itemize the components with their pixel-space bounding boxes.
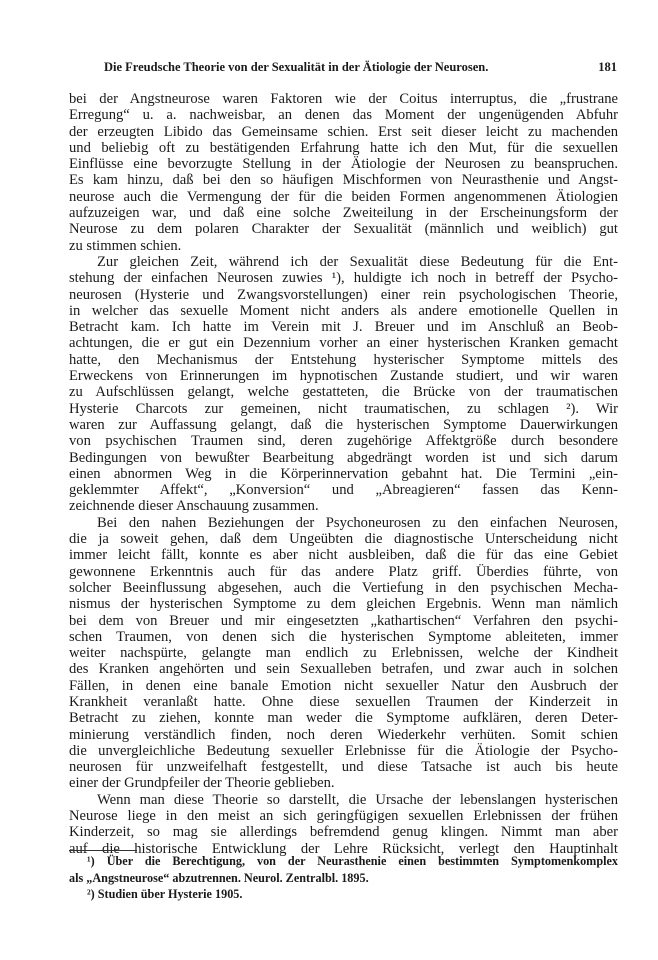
text-line: des Kranken angehörten und sein Sexualleben betrafen, und zwar auch in solchen [69, 661, 618, 678]
page-number: 181 [598, 60, 617, 74]
text-line: Fällen, in denen eine banale Emotion nicht sexueller Natur den Ausbruch der [69, 677, 618, 694]
text-line: Krankheit veranlaßt hatte. Ohne diese sexuellen Traumen der Kinderzeit in [69, 693, 618, 710]
text-line: Neurose zu dem polaren Charakter der Sexualität (männlich und weiblich) gut [69, 221, 618, 238]
text-line: bei dem von Breuer und mir eingesetzten „kathartischen“ Verfahren den psychi- [69, 612, 618, 629]
text-line: von psychischen Traumen sind, deren zugehörige Affektgröße durch besondere [69, 433, 618, 450]
text-line: immer leicht fällt, konnte es aber nicht ausbleiben, daß die für das eine Gebiet [69, 547, 618, 564]
text-line: solcher Beeinflussung abgesehen, auch die Vertiefung in den psychischen Mecha- [69, 579, 618, 596]
footnote-1-line-2: als „Angstneurose“ abzutrennen. Neurol. Zentralbl. 1895. [69, 870, 369, 885]
text-line: einer der Grundpfeiler der Theorie geblieben. [69, 775, 335, 792]
text-line: einen abnormen Weg in die Körperinnervation gebahnt hat. Die Termini „ein- [69, 465, 618, 482]
text-line: Erregung“ u. a. nachweisbar, an denen das Moment der ungenügenden Abfuhr [69, 107, 618, 124]
text-line: weiter nachspürte, gelangte man endlich zu Erlebnissen, welche der Kindheit [69, 645, 618, 662]
footnotes [69, 853, 618, 903]
text-line: Erweckens von Erinnerungen im hypnotischen Zustande studiert, und wir waren [69, 368, 618, 385]
text-line: zu stimmen schien. [69, 237, 182, 254]
text-line: aufzuzeigen war, und daß eine solche Zweiteilung in der Erscheinungsform der [69, 205, 618, 222]
body-text [69, 91, 618, 857]
text-line: der erzeugten Libido das Gemeinsame schien. Erst seit dieser leicht zu machenden [69, 123, 618, 140]
footnote-divider [69, 850, 137, 851]
text-line: Bedingungen von bewußter Bearbeitung abgedrängt worden ist und sich darum [69, 449, 618, 466]
text-line: in welcher das sexuelle Moment nicht anders als andere emotionelle Quellen in [69, 302, 618, 319]
text-line: neurose auch die Vermengung der für die beiden Formen angenommenen Ätiologien [69, 188, 618, 205]
text-line: minierung verständlich finden, noch deren Wiederkehr verhüten. Somit schien [69, 726, 618, 743]
text-line: die unvergleichliche Bedeutung sexueller Erlebnisse für die Ätiologie der Psycho- [69, 742, 618, 759]
text-line: Zur gleichen Zeit, während ich der Sexualität diese Bedeutung für die Ent- [97, 253, 618, 270]
footnote-1-line-1: ¹) Über die Berechtigung, von der Neurasthenie einen bestimmten Symptomenkomplex [87, 854, 618, 868]
paragraph [69, 254, 618, 515]
text-line: Betracht zu ziehen, konnte man weder die Symptome aufklären, deren Deter- [69, 710, 618, 727]
text-line: hatte, den Mechanismus der Entstehung hysterischer Symptome mittels des [69, 351, 618, 368]
text-line: Wenn man diese Theorie so darstellt, die Ursache der lebenslangen hysterischen [97, 791, 618, 808]
text-line: Kinderzeit, so mag sie allerdings befremdend genug klingen. Nimmt man aber [69, 824, 618, 841]
text-line: zeichnende dieser Anschauung zusammen. [69, 498, 319, 515]
text-line: Hysterie Charcots zur gemeinen, nicht traumatischen, zu schlagen ²). Wir [69, 400, 618, 417]
text-line: Bei den nahen Beziehungen der Psychoneurosen zu den einfachen Neurosen, [97, 514, 618, 531]
running-title: Die Freudsche Theorie von der Sexualität in der Ätiologie der Neurosen. [104, 60, 489, 74]
text-line: geklemmter Affekt“, „Konversion“ und „Abreagieren“ fassen das Kenn- [69, 482, 618, 499]
footnote-2: ²) Studien über Hysterie 1905. [87, 887, 243, 901]
text-line: achtungen, die er gut ein Dezennium vorher an einer hysterischen Kranken gemacht [69, 335, 618, 352]
text-line: waren zur Auffassung gelangt, daß die hysterischen Symptome Dauerwirkungen [69, 416, 618, 433]
text-line: Betracht kam. Ich hatte im Verein mit J. Breuer und im Anschluß an Beob- [69, 319, 618, 336]
text-line: neurosen (Hysterie und Zwangsvorstellungen) einer rein psychologischen Theorie, [69, 286, 618, 303]
text-line: stehung der einfachen Neurosen zuwies ¹), huldigte ich noch in betreff der Psycho- [69, 270, 618, 287]
text-line: nismus der hysterischen Symptome zu dem gleichen Ergebnis. Wenn man nämlich [69, 596, 618, 613]
paragraph [69, 792, 618, 857]
paragraph [69, 91, 618, 254]
text-line: Neurose liege in den meist an sich geringfügigen sexuellen Erlebnissen der frühen [69, 808, 618, 825]
text-line: die ja soweit gehen, daß dem Ungeübten die diagnostische Unterscheidung nicht [69, 531, 618, 548]
text-line: schen Traumen, von denen sich die hysterischen Symptome ableiteten, immer [69, 628, 618, 645]
text-line: neurosen für unzweifelhaft festgestellt, und diese Tatsache ist auch bis heute [69, 759, 618, 776]
running-header [104, 60, 617, 75]
text-line: auf die historische Entwicklung der Lehre Rücksicht, verlegt den Hauptinhalt [69, 840, 618, 857]
text-line: Es kam hinzu, daß bei den so häufigen Mischformen von Neurasthenie und Angst- [69, 172, 618, 189]
text-line: Einflüsse eine bevorzugte Stellung in der Ätiologie der Neurosen zu beanspruchen. [69, 156, 618, 173]
text-line: gewonnene Erkenntnis auch für das andere Platz griff. Überdies führte, von [69, 563, 618, 580]
text-line: bei der Angstneurose waren Faktoren wie der Coitus interruptus, die „frustrane [69, 91, 618, 107]
text-line: und beliebig oft zu bestätigenden Erfahrung hatte ich den Mut, für die sexuellen [69, 139, 618, 156]
paragraph [69, 515, 618, 792]
text-line: zu Aufschlüssen gelangt, welche gestatteten, die Brücke von der traumatischen [69, 384, 618, 401]
